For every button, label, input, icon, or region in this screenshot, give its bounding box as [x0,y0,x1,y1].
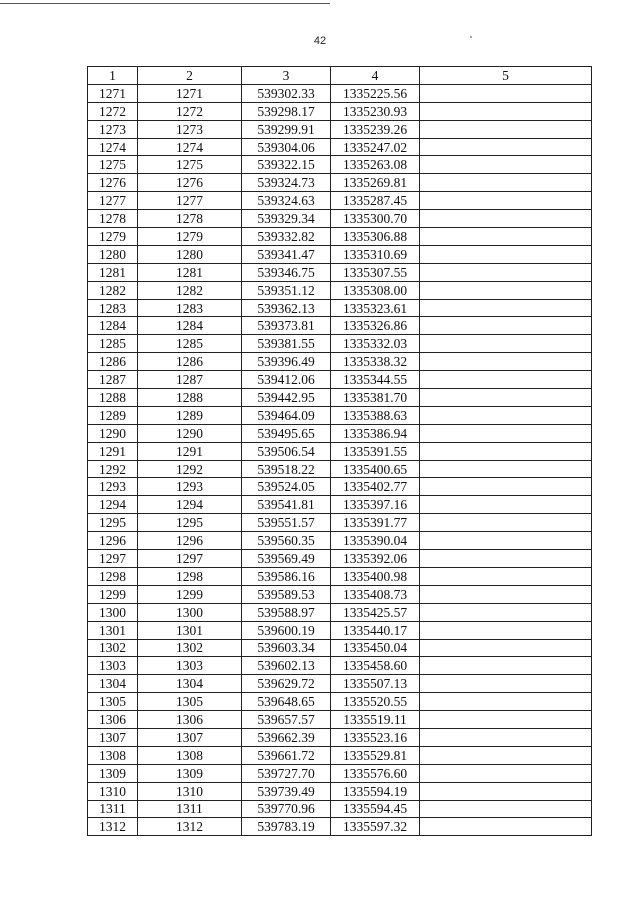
table-cell [420,281,592,299]
table-cell: 1335225.56 [331,84,420,102]
table-cell: 539506.54 [242,442,331,460]
table-cell: 1335388.63 [331,406,420,424]
table-cell [420,728,592,746]
table-cell: 1335239.26 [331,120,420,138]
table-cell: 1289 [138,406,242,424]
table-cell: 1335391.77 [331,514,420,532]
table-row [88,550,592,568]
table-row [88,156,592,174]
table-cell: 539381.55 [242,335,331,353]
table-cell: 1295 [88,514,138,532]
table-row [88,639,592,657]
table-cell [420,764,592,782]
table-cell: 1335287.45 [331,192,420,210]
table-cell [420,478,592,496]
table-cell [420,156,592,174]
table-cell: 1335519.11 [331,711,420,729]
table-row [88,138,592,156]
table-cell: 1307 [138,728,242,746]
table-cell [420,585,592,603]
table-cell: 1287 [138,371,242,389]
table-cell: 1294 [138,496,242,514]
scan-artifact [470,36,472,38]
table-cell: 539662.39 [242,728,331,746]
table-cell: 1335306.88 [331,228,420,246]
table-cell: 539332.82 [242,228,331,246]
table-cell: 1278 [138,210,242,228]
table-cell: 539518.22 [242,460,331,478]
table-cell: 539464.09 [242,406,331,424]
table-cell: 1335338.32 [331,353,420,371]
table-cell: 539551.57 [242,514,331,532]
table-cell [420,496,592,514]
table-cell: 1274 [138,138,242,156]
table-cell [420,532,592,550]
table-cell: 539362.13 [242,299,331,317]
table-cell [420,567,592,585]
table-row [88,228,592,246]
table-cell: 539495.65 [242,424,331,442]
table-cell: 539299.91 [242,120,331,138]
table-cell: 1335391.55 [331,442,420,460]
table-cell: 1293 [88,478,138,496]
table-cell: 1296 [138,532,242,550]
table-cell: 1308 [88,746,138,764]
column-header: 1 [88,67,138,85]
table-cell: 1312 [88,818,138,836]
table-cell: 539324.63 [242,192,331,210]
table-row [88,174,592,192]
table-cell: 539351.12 [242,281,331,299]
table-cell: 1297 [88,550,138,568]
table-cell: 1335269.81 [331,174,420,192]
table-cell: 539600.19 [242,621,331,639]
table-row [88,192,592,210]
top-rule [0,3,330,4]
table-row [88,532,592,550]
table-cell: 539329.34 [242,210,331,228]
table-cell: 1305 [138,693,242,711]
table-cell: 1272 [88,102,138,120]
table-cell: 1271 [138,84,242,102]
table-row [88,353,592,371]
table-row [88,263,592,281]
table-cell: 1335386.94 [331,424,420,442]
table-cell: 1273 [138,120,242,138]
table-cell: 1285 [88,335,138,353]
table-cell [420,639,592,657]
table-row [88,210,592,228]
table-row [88,371,592,389]
table-cell: 1309 [138,764,242,782]
table-cell: 539657.57 [242,711,331,729]
table-cell: 1285 [138,335,242,353]
table-row [88,567,592,585]
table-row [88,782,592,800]
table-cell: 539739.49 [242,782,331,800]
table-cell [420,317,592,335]
table-cell: 1297 [138,550,242,568]
table-cell [420,335,592,353]
column-header: 2 [138,67,242,85]
table-cell: 1335458.60 [331,657,420,675]
table-cell: 1312 [138,818,242,836]
table-cell [420,406,592,424]
table-cell: 1277 [138,192,242,210]
table-cell: 1286 [88,353,138,371]
table-cell [420,603,592,621]
table-cell: 1310 [88,782,138,800]
table-cell [420,299,592,317]
table-cell: 1280 [138,245,242,263]
table-cell: 1301 [88,621,138,639]
table-cell: 539341.47 [242,245,331,263]
table-cell: 1298 [88,567,138,585]
table-cell [420,442,592,460]
table-cell: 1300 [138,603,242,621]
table-cell: 1303 [138,657,242,675]
table-cell: 1298 [138,567,242,585]
column-header: 5 [420,67,592,85]
table-cell: 539324.73 [242,174,331,192]
table-cell [420,245,592,263]
table-cell [420,693,592,711]
table-cell: 1335344.55 [331,371,420,389]
table-row [88,317,592,335]
column-header: 3 [242,67,331,85]
table-cell [420,228,592,246]
table-row [88,84,592,102]
table-cell: 1308 [138,746,242,764]
table-cell: 1287 [88,371,138,389]
table-row [88,514,592,532]
table-cell: 539524.05 [242,478,331,496]
table-cell: 1335310.69 [331,245,420,263]
table-cell: 539322.15 [242,156,331,174]
table-cell: 539442.95 [242,389,331,407]
table-cell [420,711,592,729]
table-cell: 1286 [138,353,242,371]
table-cell: 1307 [88,728,138,746]
table-cell: 1304 [88,675,138,693]
table-cell: 1335440.17 [331,621,420,639]
table-cell [420,550,592,568]
table-cell: 1311 [88,800,138,818]
table-cell: 1335523.16 [331,728,420,746]
table-cell [420,210,592,228]
table-cell: 539304.06 [242,138,331,156]
table-cell [420,263,592,281]
table-cell: 1279 [138,228,242,246]
table-cell: 1275 [88,156,138,174]
table-row [88,102,592,120]
table-cell: 1335450.04 [331,639,420,657]
page-number: 42 [313,35,327,47]
table-row [88,728,592,746]
table-cell: 1276 [88,174,138,192]
table-cell: 1310 [138,782,242,800]
table-cell: 539346.75 [242,263,331,281]
table-cell [420,460,592,478]
table-row [88,746,592,764]
table-cell: 1304 [138,675,242,693]
table-cell: 1335408.73 [331,585,420,603]
table-cell: 1283 [138,299,242,317]
table-cell: 539560.35 [242,532,331,550]
table-cell: 1309 [88,764,138,782]
table-cell: 1278 [88,210,138,228]
table-cell: 1335230.93 [331,102,420,120]
table-cell: 1281 [88,263,138,281]
table-cell: 539412.06 [242,371,331,389]
table-row [88,603,592,621]
table-cell: 1289 [88,406,138,424]
table-cell: 1299 [88,585,138,603]
table-cell: 1279 [88,228,138,246]
table-cell [420,514,592,532]
table-cell: 1335529.81 [331,746,420,764]
table-cell: 539661.72 [242,746,331,764]
table-cell: 1335263.08 [331,156,420,174]
table-cell: 539783.19 [242,818,331,836]
table-row [88,657,592,675]
table-cell: 1291 [88,442,138,460]
table-cell: 1335520.55 [331,693,420,711]
table-cell: 539373.81 [242,317,331,335]
table-cell: 1274 [88,138,138,156]
table-row [88,389,592,407]
table-row [88,675,592,693]
table-cell: 1301 [138,621,242,639]
table-cell: 539588.97 [242,603,331,621]
table-cell: 1335307.55 [331,263,420,281]
table-row [88,424,592,442]
table-cell [420,353,592,371]
table-cell: 1335390.04 [331,532,420,550]
table-cell: 1271 [88,84,138,102]
table-cell: 1288 [88,389,138,407]
table-cell: 539770.96 [242,800,331,818]
table-row [88,711,592,729]
table-cell: 1335332.03 [331,335,420,353]
table-cell: 539541.81 [242,496,331,514]
table-cell: 1335397.16 [331,496,420,514]
table-row [88,406,592,424]
table-cell: 1302 [138,639,242,657]
table-cell [420,746,592,764]
table-row [88,120,592,138]
table-cell: 1335597.32 [331,818,420,836]
table-row [88,800,592,818]
table-cell: 1335400.98 [331,567,420,585]
table-body [88,84,592,835]
table-cell: 539396.49 [242,353,331,371]
table-cell: 1290 [138,424,242,442]
table-cell [420,782,592,800]
table-cell: 1288 [138,389,242,407]
table-cell: 1335308.00 [331,281,420,299]
table-cell: 539298.17 [242,102,331,120]
table-cell [420,371,592,389]
table-cell: 1272 [138,102,242,120]
table-cell [420,84,592,102]
table-cell [420,102,592,120]
table-cell: 1300 [88,603,138,621]
table-cell: 1291 [138,442,242,460]
table-cell: 1306 [88,711,138,729]
table-cell: 1276 [138,174,242,192]
table-cell: 1293 [138,478,242,496]
table-cell: 1335402.77 [331,478,420,496]
table-cell: 1275 [138,156,242,174]
table-cell [420,621,592,639]
table-cell: 1302 [88,639,138,657]
table-cell [420,818,592,836]
table-cell: 1335247.02 [331,138,420,156]
table-cell [420,675,592,693]
table-row [88,478,592,496]
table-cell: 1292 [138,460,242,478]
table-cell: 1295 [138,514,242,532]
table-cell: 539629.72 [242,675,331,693]
table-cell: 1284 [88,317,138,335]
table-cell: 1335300.70 [331,210,420,228]
table-cell: 1281 [138,263,242,281]
table-cell: 1282 [88,281,138,299]
table-cell: 1335576.60 [331,764,420,782]
table-cell: 1335392.06 [331,550,420,568]
table-cell: 1273 [88,120,138,138]
table-row [88,299,592,317]
table-cell: 539586.16 [242,567,331,585]
column-header: 4 [331,67,420,85]
table-cell: 539603.34 [242,639,331,657]
table-row [88,621,592,639]
table-cell: 1335425.57 [331,603,420,621]
table-row [88,764,592,782]
table-cell: 1335594.45 [331,800,420,818]
table-cell: 539302.33 [242,84,331,102]
table-row [88,245,592,263]
table-cell: 1292 [88,460,138,478]
table-cell: 1335323.61 [331,299,420,317]
table-cell: 1296 [88,532,138,550]
table-cell: 1294 [88,496,138,514]
table-row [88,460,592,478]
table-cell [420,120,592,138]
table-cell: 539727.70 [242,764,331,782]
table-cell: 539569.49 [242,550,331,568]
table-cell: 1284 [138,317,242,335]
table-cell: 1290 [88,424,138,442]
table-cell [420,174,592,192]
table-row [88,693,592,711]
table-cell: 1283 [88,299,138,317]
table-row [88,496,592,514]
table-row [88,585,592,603]
table-row [88,335,592,353]
table-cell [420,657,592,675]
table-cell: 1335326.86 [331,317,420,335]
table-cell: 1299 [138,585,242,603]
table-header-row [88,67,592,85]
table-cell: 1335594.19 [331,782,420,800]
table-cell: 1277 [88,192,138,210]
table-row [88,818,592,836]
table-cell [420,424,592,442]
table-cell: 1305 [88,693,138,711]
coordinates-table [87,66,592,836]
table-cell: 1306 [138,711,242,729]
table-cell: 539648.65 [242,693,331,711]
table-row [88,281,592,299]
table-row [88,442,592,460]
table-cell: 1303 [88,657,138,675]
table-cell [420,800,592,818]
table-cell [420,389,592,407]
table-cell: 1282 [138,281,242,299]
table-cell: 1335381.70 [331,389,420,407]
table-cell: 1335400.65 [331,460,420,478]
table-cell: 539602.13 [242,657,331,675]
table-cell: 1311 [138,800,242,818]
table-cell: 1335507.13 [331,675,420,693]
table-cell: 539589.53 [242,585,331,603]
table-cell: 1280 [88,245,138,263]
table-cell [420,138,592,156]
table-cell [420,192,592,210]
